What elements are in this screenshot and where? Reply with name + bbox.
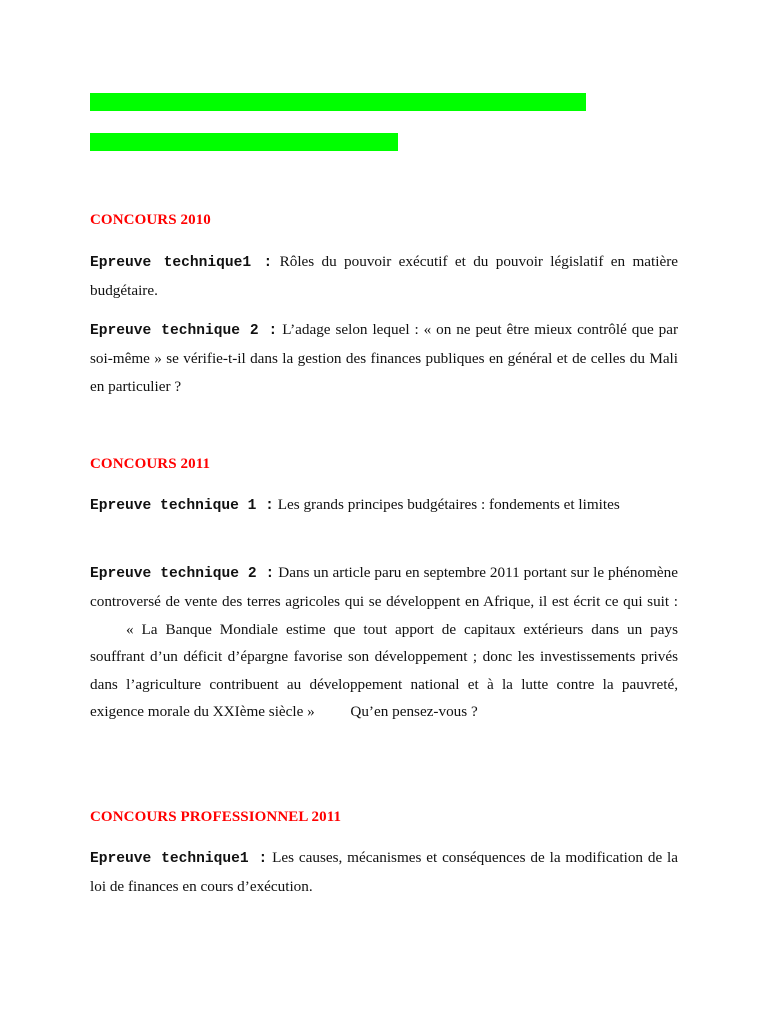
item-paragraph	[90, 844, 678, 901]
section-concours-2011	[90, 455, 678, 473]
item-text: Rôles du pouvoir exécutif et du pouvoir législatif en matière budgétaire.	[90, 253, 679, 300]
item-2010-technique-2	[90, 316, 678, 400]
item-2011-technique-2	[90, 559, 678, 725]
item-question: Qu’en pensez-vous ?	[350, 703, 478, 721]
item-label: Epreuve technique1 :	[90, 851, 268, 867]
section-concours-2010	[90, 211, 678, 229]
section-title: CONCOURS 2011	[90, 456, 211, 472]
section-concours-professionnel-2011	[90, 808, 678, 826]
item-paragraph	[90, 316, 678, 400]
section-title: CONCOURS 2010	[90, 212, 211, 228]
section-title: CONCOURS PROFESSIONNEL 2011	[90, 809, 342, 825]
item-text: L’adage selon lequel : « on ne peut être mieux contrôlé que par soi-même » se vérifie-t-il dans la gestion des finances publiques en général et de celles du Mali en particulier ?	[90, 321, 678, 395]
item-2011-technique-1	[90, 491, 678, 520]
item-text: Les grands principes budgétaires : fondements et limites	[277, 496, 620, 513]
item-label: Epreuve technique1 :	[90, 255, 273, 271]
highlighted-redacted-line-2	[90, 133, 398, 151]
item-quote: « La Banque Mondiale estime que tout apport de capitaux extérieurs dans un pays souffrant d’un déficit d’épargne favorise son développement ; donc les investissements privés dans l’agriculture contribuent au développement national et à la lutte contre la pauvreté, exigence morale du XXIème siècle »	[90, 620, 678, 721]
item-pro-2011-technique-1	[90, 844, 678, 901]
item-paragraph	[90, 491, 678, 520]
item-2010-technique-1	[90, 248, 678, 305]
item-text: Les causes, mécanismes et conséquences de la modification de la loi de finances en cours d’exécution.	[90, 849, 679, 896]
item-paragraph	[90, 248, 678, 305]
item-label: Epreuve technique 1 :	[90, 498, 274, 514]
item-label: Epreuve technique 2 :	[90, 323, 278, 339]
item-text-intro: Dans un article paru en septembre 2011 portant sur le phénomène controversé de vente des terres agricoles qui se développent en Afrique, il est écrit ce qui suit :	[90, 564, 679, 611]
item-label: Epreuve technique 2 :	[90, 566, 275, 582]
highlighted-redacted-line-1	[90, 93, 586, 111]
item-paragraph	[90, 559, 678, 725]
